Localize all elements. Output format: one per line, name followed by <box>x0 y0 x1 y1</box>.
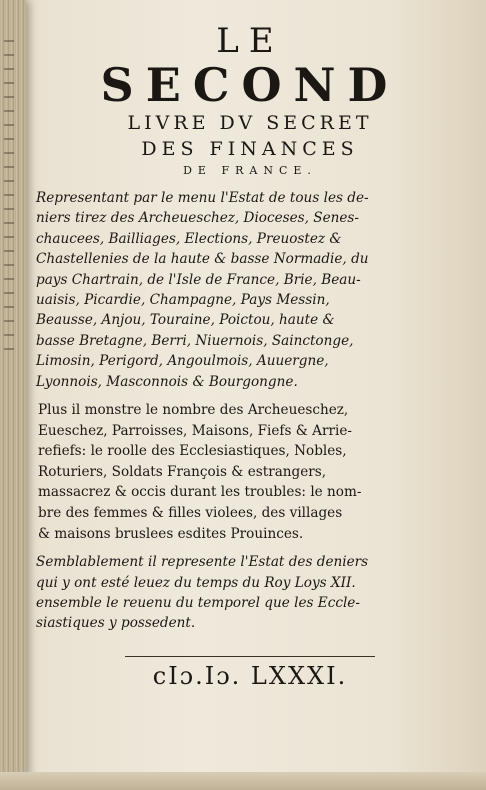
text-line: Limosin, Perigord, Angoulmois, Auuergne, <box>36 353 329 370</box>
text-line: bre des femmes & filles violees, des villages <box>38 505 343 522</box>
text-line: qui y ont esté leuez du temps du Roy Loys XII. <box>36 574 356 591</box>
text-line: Chastellenies de la haute & basse Normadie, du <box>36 251 369 268</box>
title-line-4: DES FINANCES <box>141 138 359 160</box>
imprint-date: cIɔ.Iɔ. LXXXI. <box>152 661 348 690</box>
page-bottom-edge <box>0 772 486 790</box>
title-line-5: DE FRANCE. <box>183 164 317 177</box>
facing-page-edge <box>0 0 26 790</box>
title-page <box>30 22 470 762</box>
title-line-3: LIVRE DV SECRET <box>127 112 373 134</box>
text-line: & maisons bruslees esdites Prouinces. <box>38 525 304 542</box>
text-line: Eueschez, Parroisses, Maisons, Fiefs & Arrie- <box>38 422 352 439</box>
text-line: ensemble le reuenu du temporel que les Eccle- <box>36 595 360 612</box>
text-line: refiefs: le roolle des Ecclesiastiques, Nobles, <box>38 443 347 460</box>
text-line: niers tirez des Archeueschez, Dioceses, Senes- <box>36 210 359 227</box>
text-line: Representant par le menu l'Estat de tous les de- <box>36 190 369 206</box>
text-line: Beausse, Anjou, Touraine, Poictou, haute & <box>36 312 335 329</box>
text-line: uaisis, Picardie, Champagne, Pays Messin, <box>36 292 330 309</box>
text-line: pays Chartrain, de l'Isle de France, Brie, Beau- <box>36 271 361 288</box>
text-line: Roturiers, Soldats François & estrangers, <box>38 463 327 480</box>
text-line: massacrez & occis durant les troubles: le nom- <box>38 484 362 501</box>
text-line: basse Bretagne, Berri, Niuernois, Sainctonge, <box>36 332 354 349</box>
text-line: chaucees, Bailliages, Elections, Preuostez & <box>36 230 342 247</box>
text-line: Plus il monstre le nombre des Archeueschez, <box>38 402 349 419</box>
paragraph-representant <box>36 188 466 392</box>
text-line: Lyonnois, Masconnois & Bourgongne. <box>36 373 298 390</box>
text-line: siastiques y possedent. <box>36 615 196 632</box>
title-line-2: SECOND <box>100 58 400 112</box>
title-line-1: LE <box>216 21 284 61</box>
text-line: Semblablement il represente l'Estat des deniers <box>36 554 369 571</box>
paragraph-plus-il-monstre <box>38 400 466 544</box>
separator-rule <box>125 656 375 657</box>
paragraph-semblablement <box>36 552 466 634</box>
